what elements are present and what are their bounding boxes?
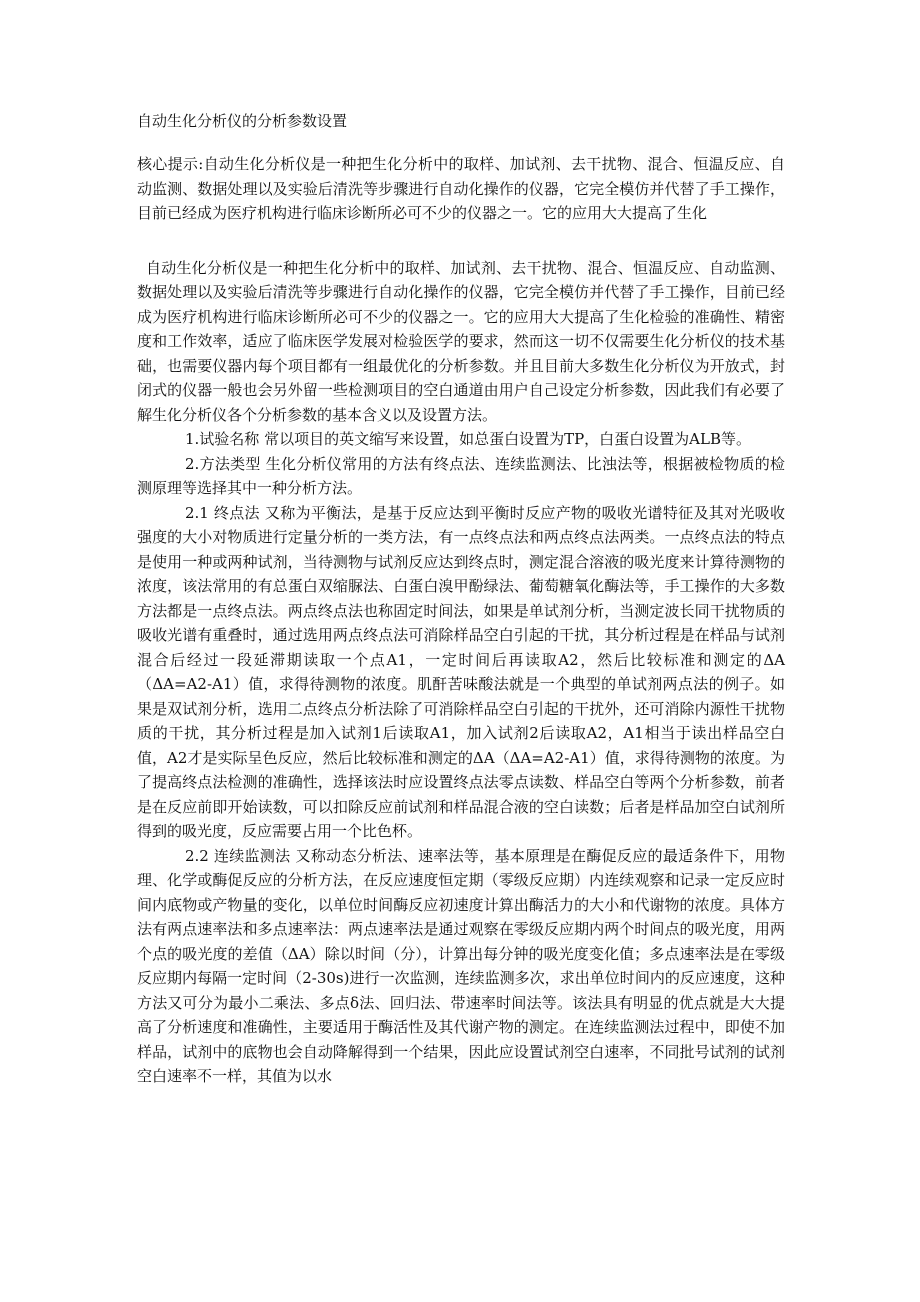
core-summary: 核心提示:自动生化分析仪是一种把生化分析中的取样、加试剂、去干扰物、混合、恒温反应、自动监测、数据处理以及实验后清洗等步骤进行自动化操作的仪器，它完全模仿并代替了手工操作，目前已经成为医疗机构进行临床诊断所必可不少的仪器之一。它的应用大大提高了生化 — [137, 155, 785, 222]
intro-paragraph: 自动生化分析仪是一种把生化分析中的取样、加试剂、去干扰物、混合、恒温反应、自动监测、数据处理以及实验后清洗等步骤进行自动化操作的仪器，它完全模仿并代替了手工操作，目前已经成为医疗机构进行临床诊断所必可不少的仪器之一。它的应用大大提高了生化检验的准确性、精密度和工作效率，适应了临床医学发展对检验医学的要求，然而这一切不仅需要生化分析仪的技术基础，也需要仪器内每个项目都有一组最优化的分析参数。并且目前大多数生化分析仪为开放式，封闭式的仪器一般也会另外留一些检测项目的空白通道由用户自己设定分析参数，因此我们有必要了解生化分析仪各个分析参数的基本含义以及设置方法。 — [137, 258, 785, 424]
section-test-name: 1.试验名称 常以项目的英文缩写来设置，如总蛋白设置为TP，白蛋白设置为ALB等。 — [185, 430, 751, 448]
document-page — [137, 108, 785, 1089]
section-continuous-monitoring: 2.2 连续监测法 又称动态分析法、速率法等，基本原理是在酶促反应的最适条件下，用物理、化学或酶促反应的分析方法，在反应速度恒定期（零级反应期）内连续观察和记录一定反应时间内底物或产物量的变化，以单位时间酶反应初速度计算出酶活力的大小和代谢物的浓度。具体方法有两点速率法和多点速率法：两点速率法是通过观察在零级反应期内两个时间点的吸光度，用两个点的吸光度的差值（ΔA）除以时间（分），计算出每分钟的吸光度变化值；多点速率法是在零级反应期内每隔一定时间（2-30s)进行一次监测，连续监测多次，求出单位时间内的反应速度，这种方法又可分为最小二乘法、多点δ法、回归法、带速率时间法等。该法具有明显的优点就是大大提高了分析速度和准确性，主要适用于酶活性及其代谢产物的测定。在连续监测法过程中，即使不加样品，试剂中的底物也会自动降解得到一个结果，因此应设置试剂空白速率，不同批号试剂的试剂空白速率不一样，其值为以水 — [137, 846, 785, 1085]
document-title: 自动生化分析仪的分析参数设置 — [137, 112, 348, 130]
section-endpoint-method: 2.1 终点法 又称为平衡法，是基于反应达到平衡时反应产物的吸收光谱特征及其对光吸收强度的大小对物质进行定量分析的一类方法，有一点终点法和两点终点法两类。一点终点法的特点是使用一种或两种试剂，当待测物与试剂反应达到终点时，测定混合溶液的吸光度来计算待测物的浓度，该法常用的有总蛋白双缩脲法、白蛋白溴甲酚绿法、葡萄糖氧化酶法等，手工操作的大多数方法都是一点终点法。两点终点法也称固定时间法，如果是单试剂分析，当测定波长同干扰物质的吸收光谱有重叠时，通过选用两点终点法可消除样品空白引起的干扰，其分析过程是在样品与试剂混合后经过一段延滞期读取一个点A1，一定时间后再读取A2，然后比较标准和测定的ΔA（ΔA=A2-A1）值，求得待测物的浓度。肌酐苦味酸法就是一个典型的单试剂两点法的例子。如果是双试剂分析，选用二点终点分析法除了可消除样品空白引起的干扰外，还可消除内源性干扰物质的干扰，其分析过程是加入试剂1后读取A1，加入试剂2后读取A2，A1相当于读出样品空白值，A2才是实际呈色反应，然后比较标准和测定的ΔA（ΔA=A2-A1）值，求得待测物的浓度。为了提高终点法检测的准确性，选择该法时应设置终点法零点读数、样品空白等两个分析参数，前者是在反应前即开始读数，可以扣除反应前试剂和样品混合液的空白读数；后者是样品加空白试剂所得到的吸光度，反应需要占用一个比色杯。 — [137, 503, 785, 840]
section-method-type: 2.方法类型 生化分析仪常用的方法有终点法、连续监测法、比浊法等，根据被检物质的检测原理等选择其中一种分析方法。 — [137, 454, 785, 497]
